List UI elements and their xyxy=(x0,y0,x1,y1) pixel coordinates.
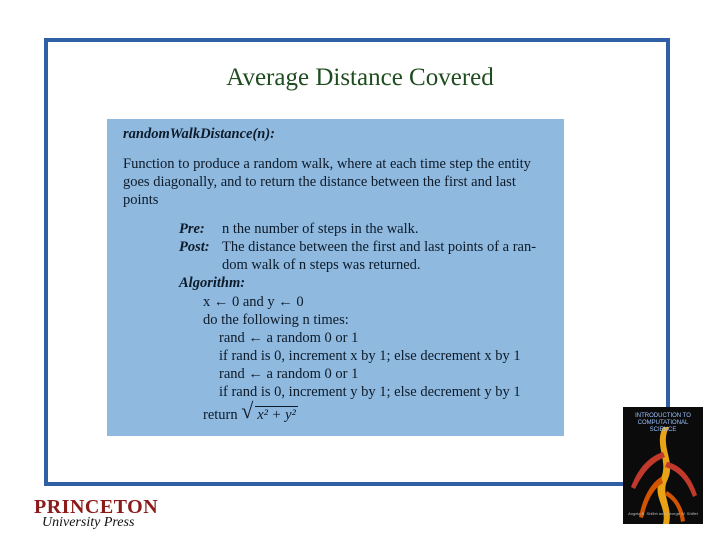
algorithm-box xyxy=(107,119,564,436)
publisher-name: PRINCETON xyxy=(34,496,159,518)
slide-title: Average Distance Covered xyxy=(226,64,494,91)
princeton-press-logo xyxy=(34,496,158,531)
post-text-1: The distance between the first and last points of a ran- xyxy=(222,239,537,255)
pre-label: Pre: xyxy=(179,221,205,237)
publisher-subtitle: University Press xyxy=(42,515,135,530)
algorithm-label: Algorithm: xyxy=(179,275,246,291)
algorithm-step-update-y: if rand is 0, increment y by 1; else decrement y by 1 xyxy=(219,384,521,400)
algorithm-step-rand-x: rand ← a random 0 or 1 xyxy=(219,330,359,346)
algorithm-step-return xyxy=(203,398,298,424)
algorithm-step-loop: do the following n times: xyxy=(203,312,349,328)
return-expression: x² + y² xyxy=(257,407,296,423)
pre-text: n the number of steps in the walk. xyxy=(222,221,419,237)
book-cover-image xyxy=(623,407,703,524)
sqrt-icon: √ xyxy=(241,398,254,423)
description-line-3: points xyxy=(123,192,159,208)
post-text-2: dom walk of n steps was returned. xyxy=(222,257,421,273)
book-title: INTRODUCTION TO COMPUTATIONAL SCIENCE xyxy=(635,413,691,433)
algorithm-step-rand-y: rand ← a random 0 or 1 xyxy=(219,366,359,382)
post-label: Post: xyxy=(179,239,210,255)
description-line-2: goes diagonally, and to return the distance between the first and last xyxy=(123,174,516,190)
return-keyword: return xyxy=(203,407,238,423)
algorithm-step-update-x: if rand is 0, increment x by 1; else decrement x by 1 xyxy=(219,348,521,364)
algorithm-step-init: x ← 0 and y ← 0 xyxy=(203,294,304,310)
function-name: randomWalkDistance(n): xyxy=(123,126,275,142)
description-line-1: Function to produce a random walk, where at each time step the entity xyxy=(123,156,531,172)
book-authors: Angela B. Shiflet and George W. Shiflet xyxy=(628,511,698,516)
sqrt-expression xyxy=(241,398,298,424)
